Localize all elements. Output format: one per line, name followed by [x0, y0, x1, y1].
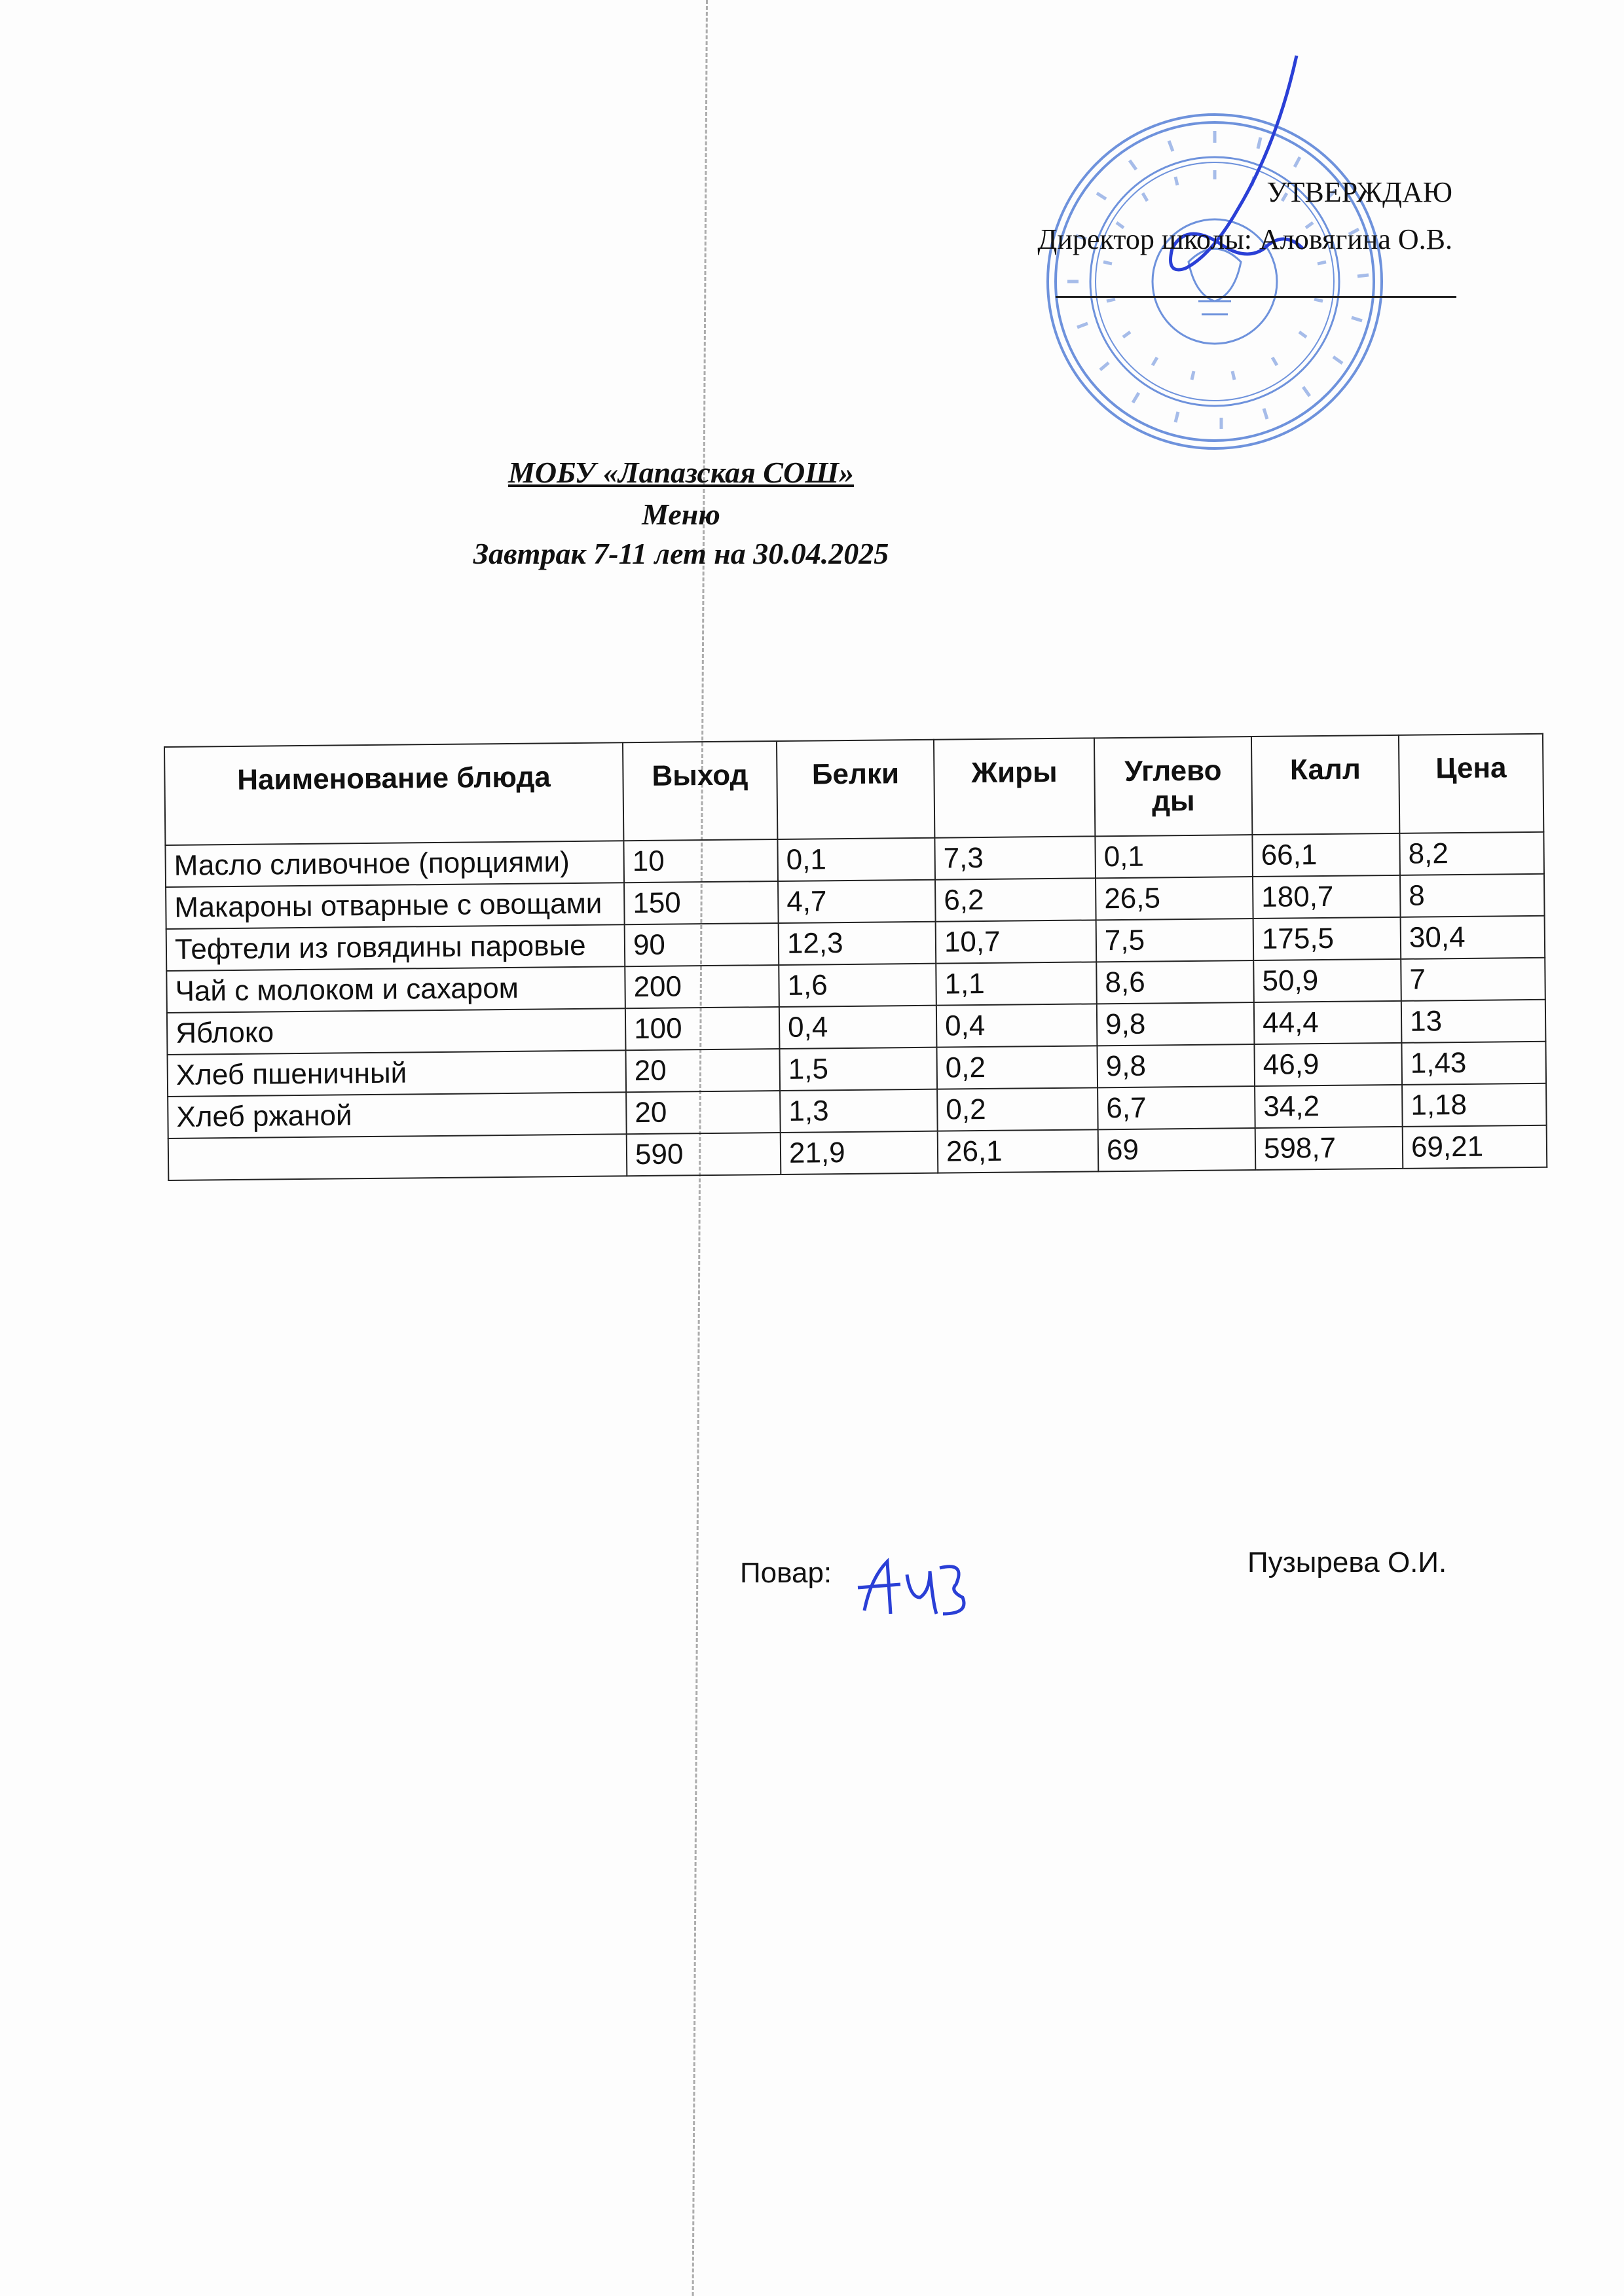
carbs-cell: 9,8 [1097, 1002, 1255, 1046]
protein-cell: 1,6 [779, 964, 936, 1007]
fat-cell: 7,3 [934, 836, 1096, 879]
carbs-cell: 0,1 [1095, 835, 1253, 878]
school-name: МОБУ «Лапазская СОШ» [508, 456, 854, 489]
protein-cell: 1,5 [779, 1048, 937, 1091]
protein-cell: 0,4 [779, 1006, 937, 1049]
cook-label: Повар: [740, 1557, 832, 1589]
protein-cell: 1,3 [780, 1089, 938, 1133]
col-header-calories: Калл [1251, 735, 1399, 835]
yield-cell: 10 [623, 839, 778, 883]
price-cell: 7 [1401, 958, 1545, 1001]
dish-name: Чай с молоком и сахаром [166, 966, 625, 1013]
price-cell: 1,18 [1402, 1084, 1547, 1127]
calories-cell: 175,5 [1253, 917, 1401, 960]
col-header-protein: Белки [777, 740, 934, 839]
dish-name: Хлеб пшеничный [168, 1050, 627, 1097]
calories-cell: 34,2 [1255, 1085, 1403, 1128]
col-header-yield: Выход [623, 741, 777, 841]
yield-cell: 20 [625, 1049, 780, 1092]
calories-cell: 44,4 [1254, 1001, 1402, 1044]
dish-name: Макароны отварные с овощами [166, 883, 625, 929]
total-price: 69,21 [1403, 1125, 1547, 1169]
table-header-row [164, 734, 1543, 845]
carbs-cell: 7,5 [1096, 919, 1254, 962]
total-carbs: 69 [1098, 1128, 1256, 1171]
fat-cell: 10,7 [936, 920, 1097, 963]
price-cell: 1,43 [1401, 1042, 1546, 1085]
fat-cell: 1,1 [936, 962, 1097, 1005]
carbs-cell: 6,7 [1098, 1086, 1255, 1129]
calories-cell: 46,9 [1254, 1043, 1402, 1086]
price-cell: 30,4 [1401, 916, 1545, 959]
yield-cell: 20 [626, 1091, 781, 1134]
menu-table [164, 733, 1547, 1181]
carbs-cell: 26,5 [1096, 877, 1253, 920]
col-header-price: Цена [1399, 734, 1543, 833]
dish-name: Хлеб ржаной [168, 1092, 627, 1139]
col-header-fat: Жиры [934, 738, 1095, 837]
fat-cell: 0,2 [936, 1046, 1098, 1089]
col-header-dish: Наименование блюда [164, 742, 623, 845]
yield-cell: 100 [625, 1007, 780, 1050]
yield-cell: 90 [625, 923, 779, 966]
totals-label-cell [168, 1134, 627, 1180]
fat-cell: 0,4 [936, 1004, 1098, 1047]
total-fat: 26,1 [938, 1129, 1099, 1173]
protein-cell: 4,7 [778, 880, 936, 923]
dish-name: Яблоко [167, 1008, 626, 1055]
approval-signature-line [1056, 296, 1456, 298]
protein-cell: 0,1 [777, 838, 935, 881]
total-calories: 598,7 [1255, 1127, 1403, 1170]
protein-cell: 12,3 [779, 922, 936, 965]
carbs-cell: 9,8 [1097, 1044, 1255, 1087]
document-title: Меню [642, 498, 720, 531]
meal-subtitle: Завтрак 7-11 лет на 30.04.2025 [473, 537, 889, 570]
fat-cell: 0,2 [937, 1087, 1098, 1131]
cook-name: Пузырева О.И. [1247, 1546, 1447, 1578]
dish-name: Масло сливочное (порциями) [165, 841, 624, 887]
calories-cell: 66,1 [1252, 833, 1400, 877]
price-cell: 8,2 [1399, 832, 1544, 875]
yield-cell: 150 [624, 881, 779, 924]
cook-signature [851, 1552, 976, 1624]
total-yield: 590 [627, 1133, 781, 1176]
col-header-carbs: Углево ды [1094, 737, 1252, 836]
approval-director-line: Директор школы: Аловягина О.В. [1037, 223, 1452, 255]
calories-cell: 50,9 [1253, 959, 1401, 1002]
approval-block [1037, 169, 1452, 263]
carbs-cell: 8,6 [1096, 960, 1254, 1004]
price-cell: 8 [1400, 874, 1545, 917]
approval-title: УТВЕРЖДАЮ [1266, 176, 1452, 208]
calories-cell: 180,7 [1253, 875, 1401, 919]
yield-cell: 200 [625, 965, 779, 1008]
total-protein: 21,9 [781, 1131, 938, 1175]
fat-cell: 6,2 [935, 878, 1096, 921]
price-cell: 13 [1401, 1000, 1546, 1043]
dish-name: Тефтели из говядины паровые [166, 924, 625, 971]
